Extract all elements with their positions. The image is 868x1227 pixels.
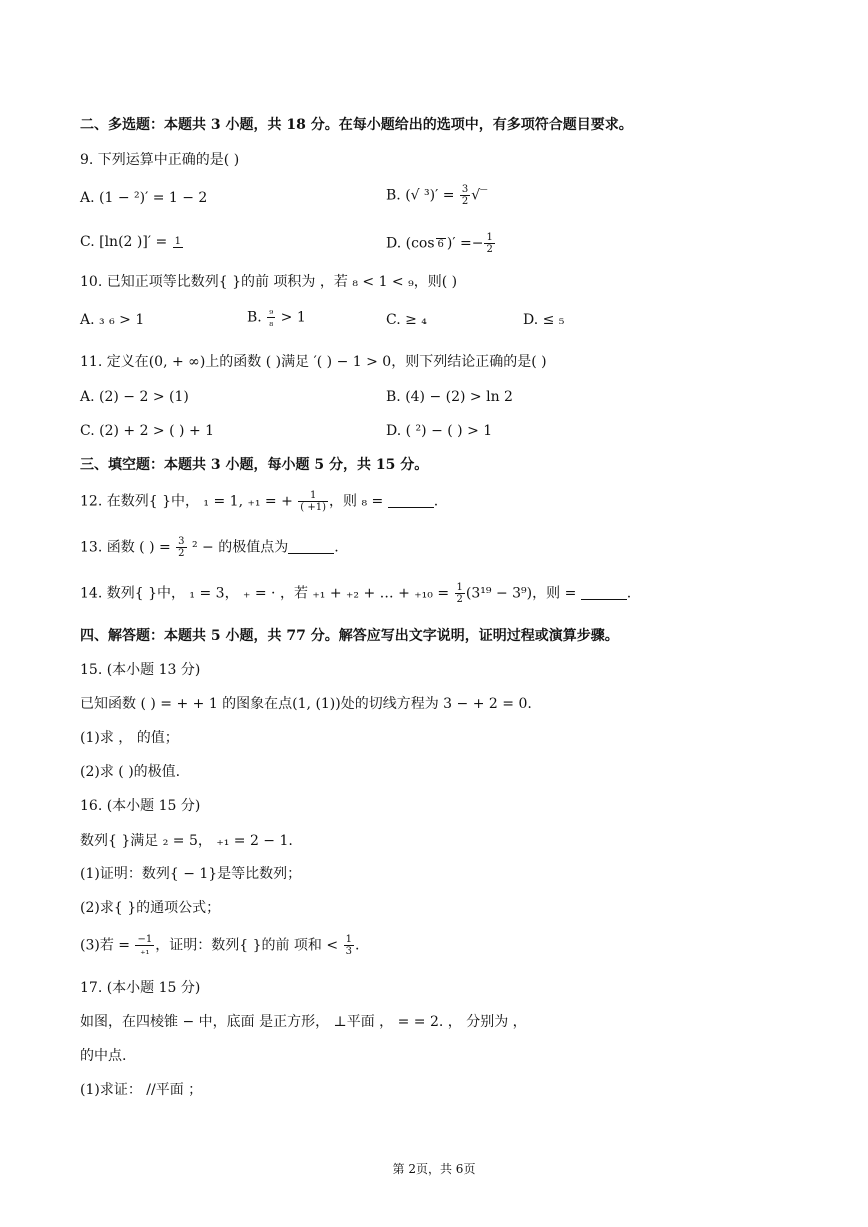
question-14 — [80, 582, 631, 605]
q12-frac-den: ( +1) — [300, 502, 327, 513]
question-16-line-4 — [80, 934, 359, 957]
q9-d-prefix: D. (cos — [386, 235, 435, 252]
question-16-line-3: (2)求{ }的通项公式； — [80, 900, 221, 916]
question-9-stem: 9. 下列运算中正确的是( ) — [80, 152, 240, 168]
q12-end: . — [433, 493, 439, 510]
q13-frac-num: 3 — [178, 536, 185, 547]
q9-c-fraction — [173, 236, 183, 248]
q13-end: . — [334, 539, 339, 556]
q16-l4-frac2-num: 1 — [345, 934, 352, 945]
section-header-fill-in: 三、填空题：本题共 3 小题，每小题 5 分，共 15 分。 — [80, 457, 429, 473]
section-header-solutions: 四、解答题：本题共 5 小题，共 77 分。解答应写出文字说明，证明过程或演算步骤。 — [80, 628, 619, 644]
q12-frac-num: 1 — [298, 490, 328, 502]
question-11-option-b: B. (4) − (2) > ln 2 — [386, 389, 513, 405]
q12-prefix: 12. 在数列{ }中， ₁ = 1, ₊₁ = + — [80, 493, 298, 510]
q14-prefix: 14. 数列{ }中， ₁ = 3， ₊ = · ，若 ₊₁ + ₊₂ + … + ₊₁₀ = — [80, 585, 454, 602]
q16-l4-end: . — [354, 937, 360, 954]
q9-d-fraction — [436, 238, 446, 250]
q13-suffix: ² − 的极值点为 — [187, 539, 289, 556]
section-header-multiple-choice: 二、多选题：本题共 3 小题，共 18 分。在每小题给出的选项中，有多项符合题目要求。 — [80, 117, 633, 133]
question-10-stem: 10. 已知正项等比数列{ }的前 项积为 ，若 ₈ < 1 < ₉，则( ) — [80, 274, 458, 290]
q16-l4-fraction-2 — [344, 934, 354, 957]
question-10-option-c: C. ≥ ₄ — [386, 312, 427, 328]
question-17-line-3: (1)求证： //平面 ； — [80, 1082, 203, 1098]
q10-b-frac-num: ₉ — [269, 306, 274, 317]
question-13 — [80, 536, 339, 559]
q16-l4-fraction — [135, 934, 154, 957]
q16-l4-frac2-den: 3 — [345, 946, 352, 957]
q16-l4-frac-num: −1 — [137, 934, 153, 945]
q16-l4-frac-den: ₊₁ — [140, 946, 150, 957]
q12-answer-blank[interactable] — [388, 493, 434, 508]
question-10-option-d: D. ≤ ₅ — [523, 312, 565, 328]
q16-l4-prefix: (3)若 = — [80, 937, 135, 954]
question-11-option-c: C. (2) + 2 > ( ) + 1 — [80, 423, 215, 439]
q9-d-mid: )′ =− — [446, 235, 484, 252]
question-16-line-1: 数列{ }满足 ₂ = 5， ₊₁ = 2 − 1. — [80, 833, 293, 849]
q13-fraction — [176, 536, 186, 559]
q9-b-frac-num: 3 — [461, 184, 469, 195]
q16-l4-mid: ，证明：数列{ }的前 项和 < — [155, 937, 343, 954]
q9-d-frac-den: 6 — [437, 238, 444, 250]
q9-c-prefix: C. [ln(2 )]′ = — [80, 234, 172, 250]
question-11-option-a: A. (2) − 2 > (1) — [80, 389, 189, 405]
q9-b-prefix: B. (√ ³)′ = — [386, 187, 459, 204]
q9-d-frac2-num: 1 — [486, 232, 493, 243]
question-12 — [80, 490, 438, 513]
q14-suffix: (3¹⁹ − 3⁹)，则 = — [465, 585, 581, 602]
question-10-option-a: A. ₃ ₆ > 1 — [80, 312, 145, 328]
q10-b-prefix: B. — [247, 309, 267, 326]
q14-end: . — [626, 585, 632, 602]
question-15-line-3: (2)求 ( )的极值. — [80, 764, 181, 780]
question-10-option-b — [247, 306, 306, 329]
question-15-line-2: (1)求 ， 的值； — [80, 730, 179, 746]
page-footer: 第 2页，共 6页 — [392, 1162, 476, 1176]
q14-fraction — [455, 582, 465, 605]
q10-b-suffix: > 1 — [276, 309, 306, 326]
q9-b-suffix: √‾ — [471, 187, 488, 204]
question-17-line-1: 如图，在四棱锥 − 中，底面 是正方形， ⊥平面 ， = = 2. ， 分别为 ， — [80, 1014, 527, 1030]
q12-suffix: ，则 ₈ = — [329, 493, 388, 510]
question-17-line-2: 的中点. — [80, 1048, 127, 1064]
q9-b-frac-den: 2 — [461, 196, 469, 207]
q13-prefix: 13. 函数 ( ) = — [80, 539, 176, 556]
q9-c-frac-num: 1 — [174, 236, 181, 247]
question-9-option-a: A. (1 − ²)′ = 1 − 2 — [80, 190, 208, 206]
question-16-title: 16. (本小题 15 分) — [80, 798, 201, 814]
q10-b-fraction — [267, 306, 275, 329]
question-9-option-d — [386, 232, 496, 255]
q9-d-fraction-2 — [484, 232, 494, 255]
question-16-line-2: (1)证明：数列{ − 1}是等比数列； — [80, 866, 302, 882]
q12-fraction — [298, 490, 328, 513]
q9-b-fraction — [460, 184, 470, 207]
q14-answer-blank[interactable] — [581, 585, 627, 600]
q14-frac-den: 2 — [456, 594, 463, 605]
question-9-option-c — [80, 232, 184, 252]
question-11-stem: 11. 定义在(0, + ∞)上的函数 ( )满足 ′( ) − 1 > 0，则下列结论正确的是( ) — [80, 354, 547, 370]
q14-frac-num: 1 — [456, 582, 463, 593]
question-17-title: 17. (本小题 15 分) — [80, 980, 201, 996]
question-9-option-b — [386, 184, 487, 207]
question-11-option-d: D. ( ²) − ( ) > 1 — [386, 423, 493, 439]
question-15-line-1: 已知函数 ( ) = + + 1 的图象在点(1, (1))处的切线方程为 3 − + 2 = 0. — [80, 696, 532, 712]
question-15-title: 15. (本小题 13 分) — [80, 662, 201, 678]
q9-d-frac2-den: 2 — [486, 244, 493, 255]
q13-frac-den: 2 — [178, 548, 185, 559]
q13-answer-blank[interactable] — [288, 539, 334, 554]
q10-b-frac-den: ₈ — [269, 318, 274, 329]
